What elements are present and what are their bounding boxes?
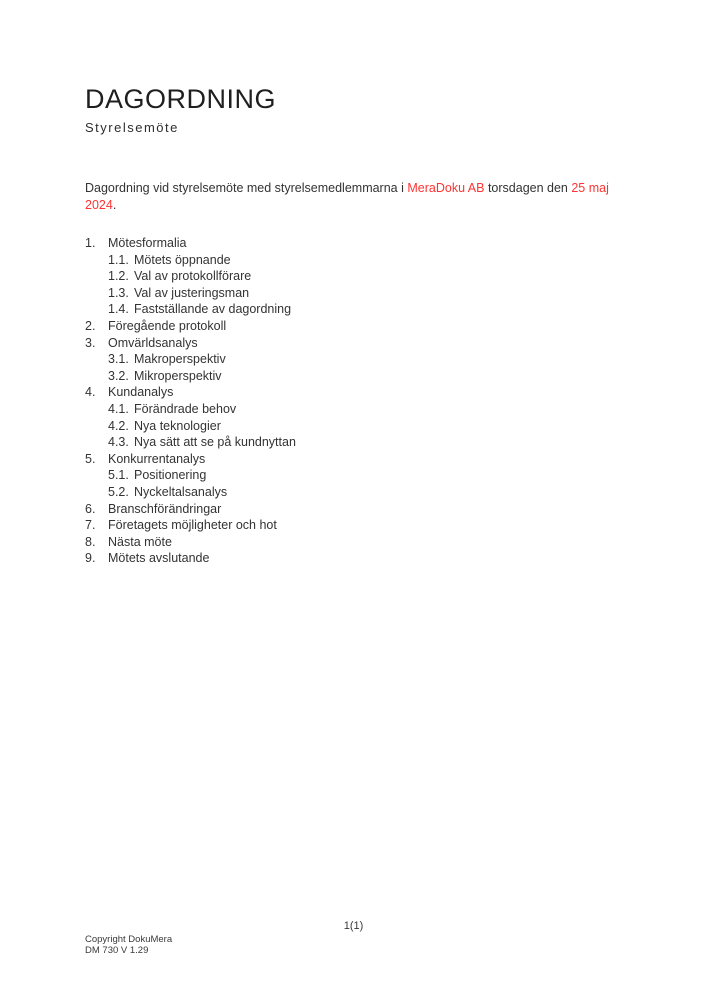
agenda-item (85, 550, 627, 567)
item-label: Företagets möjligheter och hot (108, 518, 277, 533)
item-label: Nyckeltalsanalys (134, 484, 228, 499)
agenda-subitem (85, 484, 627, 501)
agenda-item (85, 318, 627, 335)
item-number: 6. (85, 501, 96, 516)
agenda-subitem (85, 467, 627, 484)
item-number: 1.3. (108, 285, 129, 300)
item-label: Makroperspektiv (134, 352, 226, 367)
document-subtitle: Styrelsemöte (85, 120, 179, 136)
document-content (85, 0, 627, 567)
footer-credits (85, 934, 172, 956)
item-number: 1.4. (108, 302, 129, 317)
item-number: 3. (85, 335, 96, 350)
agenda-subitem (85, 368, 627, 385)
copyright-line: Copyright DokuMera (85, 934, 173, 945)
item-label: Positionering (134, 468, 207, 483)
item-label: Mötets öppnande (134, 252, 231, 267)
agenda-item (85, 235, 627, 252)
agenda-subitem (85, 351, 627, 368)
item-number: 4. (85, 385, 96, 400)
item-label: Mikroperspektiv (134, 368, 222, 383)
item-number: 5.2. (108, 484, 129, 499)
intro-highlight: 25 maj 2024 (85, 181, 609, 213)
item-number: 5. (85, 451, 96, 466)
item-number: 4.1. (108, 401, 129, 416)
item-label: Nästa möte (108, 534, 172, 549)
agenda-item (85, 534, 627, 551)
agenda-subitem (85, 252, 627, 269)
item-number: 9. (85, 551, 96, 566)
item-number: 3.2. (108, 368, 129, 383)
agenda-subitem (85, 434, 627, 451)
agenda-item (85, 517, 627, 534)
item-number: 1.1. (108, 252, 129, 267)
agenda-item (85, 451, 627, 468)
intro-highlight: MeraDoku AB (407, 181, 485, 196)
item-label: Konkurrentanalys (108, 451, 206, 466)
item-number: 1.2. (108, 269, 129, 284)
item-label: Omvärldsanalys (108, 335, 198, 350)
agenda-subitem (85, 418, 627, 435)
document-title: DAGORDNING (85, 84, 277, 114)
item-number: 4.2. (108, 418, 129, 433)
item-label: Föregående protokoll (108, 319, 227, 334)
item-number: 8. (85, 534, 96, 549)
agenda-subitem (85, 268, 627, 285)
item-number: 2. (85, 319, 96, 334)
intro-paragraph (85, 180, 627, 214)
agenda-item (85, 335, 627, 352)
agenda-list (85, 235, 627, 567)
item-label: Val av protokollförare (134, 269, 252, 284)
item-label: Mötets avslutande (108, 551, 210, 566)
agenda-subitem (85, 285, 627, 302)
agenda-subitem (85, 301, 627, 318)
item-label: Förändrade behov (134, 401, 237, 416)
item-label: Branschförändringar (108, 501, 222, 516)
agenda-item (85, 501, 627, 518)
intro-text: torsdagen den (484, 181, 572, 196)
agenda-subitem (85, 401, 627, 418)
page-number: 1(1) (343, 920, 364, 932)
item-number: 5.1. (108, 468, 129, 483)
item-label: Fastställande av dagordning (134, 302, 292, 317)
item-number: 1. (85, 236, 96, 251)
item-label: Val av justeringsman (134, 285, 250, 300)
item-number: 4.3. (108, 435, 129, 450)
item-number: 7. (85, 518, 96, 533)
item-number: 3.1. (108, 352, 129, 367)
item-label: Nya sätt att se på kundnyttan (134, 435, 296, 450)
item-label: Nya teknologier (134, 418, 221, 433)
item-label: Kundanalys (108, 385, 174, 400)
intro-text: . (112, 198, 117, 213)
intro-text: Dagordning vid styrelsemöte med styrelsemedlemmarna i (85, 181, 408, 196)
doc-id-line: DM 730 V 1.29 (85, 945, 149, 956)
agenda-item (85, 384, 627, 401)
item-label: Mötesformalia (108, 236, 187, 251)
